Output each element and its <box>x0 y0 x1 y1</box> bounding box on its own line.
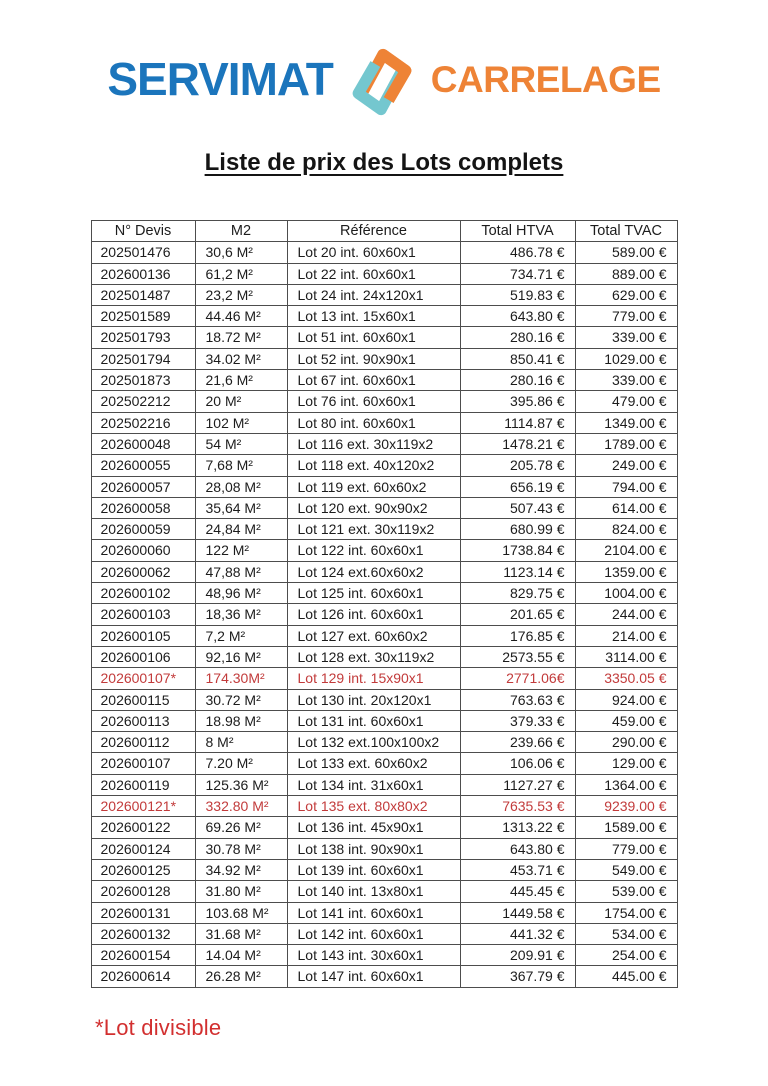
ref-cell: Lot 121 ext. 30x119x2 <box>287 519 460 540</box>
table-row <box>91 902 677 923</box>
ref-cell: Lot 130 int. 20x120x1 <box>287 689 460 710</box>
tvac-cell: 589.00 € <box>575 242 677 263</box>
devis-cell: 202600128 <box>91 881 195 902</box>
devis-cell: 202600048 <box>91 433 195 454</box>
table-row <box>91 604 677 625</box>
htva-cell: 643.80 € <box>460 838 575 859</box>
table-row <box>91 710 677 731</box>
ref-cell: Lot 142 int. 60x60x1 <box>287 923 460 944</box>
tvac-cell: 1029.00 € <box>575 348 677 369</box>
table-row <box>91 433 677 454</box>
table-row <box>91 284 677 305</box>
m2-cell: 34.92 M² <box>195 859 287 880</box>
tvac-cell: 824.00 € <box>575 519 677 540</box>
htva-cell: 379.33 € <box>460 710 575 731</box>
ref-cell: Lot 127 ext. 60x60x2 <box>287 625 460 646</box>
tvac-cell: 459.00 € <box>575 710 677 731</box>
devis-cell: 202600106 <box>91 646 195 667</box>
m2-cell: 35,64 M² <box>195 497 287 518</box>
m2-cell: 30.78 M² <box>195 838 287 859</box>
devis-cell: 202600614 <box>91 966 195 987</box>
tvac-cell: 3350.05 € <box>575 668 677 689</box>
tvac-cell: 339.00 € <box>575 370 677 391</box>
tvac-cell: 1789.00 € <box>575 433 677 454</box>
tvac-cell: 2104.00 € <box>575 540 677 561</box>
htva-cell: 850.41 € <box>460 348 575 369</box>
m2-cell: 30,6 M² <box>195 242 287 263</box>
devis-cell: 202502216 <box>91 412 195 433</box>
devis-cell: 202501487 <box>91 284 195 305</box>
htva-cell: 441.32 € <box>460 923 575 944</box>
table-row <box>91 796 677 817</box>
table-row <box>91 242 677 263</box>
column-header-0: N° Devis <box>91 221 195 242</box>
htva-cell: 201.65 € <box>460 604 575 625</box>
ref-cell: Lot 22 int. 60x60x1 <box>287 263 460 284</box>
htva-cell: 280.16 € <box>460 327 575 348</box>
m2-cell: 18.98 M² <box>195 710 287 731</box>
table-row <box>91 881 677 902</box>
htva-cell: 1449.58 € <box>460 902 575 923</box>
devis-cell: 202600102 <box>91 583 195 604</box>
table-row <box>91 391 677 412</box>
htva-cell: 643.80 € <box>460 306 575 327</box>
ref-cell: Lot 143 int. 30x60x1 <box>287 945 460 966</box>
tvac-cell: 3114.00 € <box>575 646 677 667</box>
table-row <box>91 455 677 476</box>
m2-cell: 20 M² <box>195 391 287 412</box>
htva-cell: 205.78 € <box>460 455 575 476</box>
htva-cell: 367.79 € <box>460 966 575 987</box>
m2-cell: 69.26 M² <box>195 817 287 838</box>
tvac-cell: 1004.00 € <box>575 583 677 604</box>
footnote-lot-divisible: *Lot divisible <box>95 1014 222 1040</box>
devis-cell: 202600121* <box>91 796 195 817</box>
m2-cell: 44.46 M² <box>195 306 287 327</box>
page-title: Liste de prix des Lots complets <box>204 149 564 176</box>
tvac-cell: 290.00 € <box>575 732 677 753</box>
m2-cell: 18,36 M² <box>195 604 287 625</box>
htva-cell: 176.85 € <box>460 625 575 646</box>
ref-cell: Lot 141 int. 60x60x1 <box>287 902 460 923</box>
tvac-cell: 339.00 € <box>575 327 677 348</box>
htva-cell: 1313.22 € <box>460 817 575 838</box>
tvac-cell: 479.00 € <box>575 391 677 412</box>
ref-cell: Lot 52 int. 90x90x1 <box>287 348 460 369</box>
table-row <box>91 561 677 582</box>
htva-cell: 507.43 € <box>460 497 575 518</box>
m2-cell: 7,2 M² <box>195 625 287 646</box>
htva-cell: 1123.14 € <box>460 561 575 582</box>
tvac-cell: 1754.00 € <box>575 902 677 923</box>
htva-cell: 680.99 € <box>460 519 575 540</box>
htva-cell: 1114.87 € <box>460 412 575 433</box>
devis-cell: 202600112 <box>91 732 195 753</box>
table-body <box>91 242 677 987</box>
ref-cell: Lot 147 int. 60x60x1 <box>287 966 460 987</box>
tvac-cell: 539.00 € <box>575 881 677 902</box>
ref-cell: Lot 131 int. 60x60x1 <box>287 710 460 731</box>
htva-cell: 829.75 € <box>460 583 575 604</box>
htva-cell: 734.71 € <box>460 263 575 284</box>
devis-cell: 202600131 <box>91 902 195 923</box>
htva-cell: 656.19 € <box>460 476 575 497</box>
tvac-cell: 794.00 € <box>575 476 677 497</box>
table-row <box>91 370 677 391</box>
column-header-3: Total HTVA <box>460 221 575 242</box>
ref-cell: Lot 24 int. 24x120x1 <box>287 284 460 305</box>
devis-cell: 202501476 <box>91 242 195 263</box>
devis-cell: 202600132 <box>91 923 195 944</box>
ref-cell: Lot 124 ext.60x60x2 <box>287 561 460 582</box>
m2-cell: 18.72 M² <box>195 327 287 348</box>
devis-cell: 202600124 <box>91 838 195 859</box>
table-row <box>91 923 677 944</box>
table-row <box>91 583 677 604</box>
devis-cell: 202600125 <box>91 859 195 880</box>
ref-cell: Lot 133 ext. 60x60x2 <box>287 753 460 774</box>
devis-cell: 202600119 <box>91 774 195 795</box>
tvac-cell: 214.00 € <box>575 625 677 646</box>
table-row <box>91 306 677 327</box>
ref-cell: Lot 129 int. 15x90x1 <box>287 668 460 689</box>
htva-cell: 1478.21 € <box>460 433 575 454</box>
ref-cell: Lot 134 int. 31x60x1 <box>287 774 460 795</box>
htva-cell: 239.66 € <box>460 732 575 753</box>
m2-cell: 23,2 M² <box>195 284 287 305</box>
tvac-cell: 445.00 € <box>575 966 677 987</box>
devis-cell: 202600059 <box>91 519 195 540</box>
brand-name-servimat: SERVIMAT <box>107 53 333 105</box>
ref-cell: Lot 140 int. 13x80x1 <box>287 881 460 902</box>
htva-cell: 7635.53 € <box>460 796 575 817</box>
devis-cell: 202600122 <box>91 817 195 838</box>
table-row <box>91 732 677 753</box>
tvac-cell: 249.00 € <box>575 455 677 476</box>
devis-cell: 202600103 <box>91 604 195 625</box>
tvac-cell: 779.00 € <box>575 306 677 327</box>
table-header-row <box>91 221 677 242</box>
htva-cell: 2771.06€ <box>460 668 575 689</box>
column-header-2: Référence <box>287 221 460 242</box>
table-row <box>91 817 677 838</box>
table-row <box>91 945 677 966</box>
column-header-4: Total TVAC <box>575 221 677 242</box>
htva-cell: 2573.55 € <box>460 646 575 667</box>
price-table <box>91 220 678 988</box>
m2-cell: 122 M² <box>195 540 287 561</box>
m2-cell: 54 M² <box>195 433 287 454</box>
tvac-cell: 614.00 € <box>575 497 677 518</box>
ref-cell: Lot 128 ext. 30x119x2 <box>287 646 460 667</box>
ref-cell: Lot 122 int. 60x60x1 <box>287 540 460 561</box>
table-row <box>91 774 677 795</box>
ref-cell: Lot 80 int. 60x60x1 <box>287 412 460 433</box>
table-row <box>91 476 677 497</box>
m2-cell: 24,84 M² <box>195 519 287 540</box>
table-row <box>91 263 677 284</box>
devis-cell: 202502212 <box>91 391 195 412</box>
tvac-cell: 534.00 € <box>575 923 677 944</box>
column-header-1: M2 <box>195 221 287 242</box>
m2-cell: 103.68 M² <box>195 902 287 923</box>
table-row <box>91 753 677 774</box>
devis-cell: 202600113 <box>91 710 195 731</box>
tvac-cell: 549.00 € <box>575 859 677 880</box>
table-row <box>91 966 677 987</box>
ref-cell: Lot 20 int. 60x60x1 <box>287 242 460 263</box>
table-row <box>91 348 677 369</box>
htva-cell: 1127.27 € <box>460 774 575 795</box>
m2-cell: 47,88 M² <box>195 561 287 582</box>
m2-cell: 34.02 M² <box>195 348 287 369</box>
tvac-cell: 629.00 € <box>575 284 677 305</box>
htva-cell: 1738.84 € <box>460 540 575 561</box>
devis-cell: 202501589 <box>91 306 195 327</box>
tvac-cell: 1359.00 € <box>575 561 677 582</box>
ref-cell: Lot 67 int. 60x60x1 <box>287 370 460 391</box>
ref-cell: Lot 136 int. 45x90x1 <box>287 817 460 838</box>
htva-cell: 106.06 € <box>460 753 575 774</box>
htva-cell: 453.71 € <box>460 859 575 880</box>
m2-cell: 174.30M² <box>195 668 287 689</box>
m2-cell: 14.04 M² <box>195 945 287 966</box>
interlocked-s-logo-icon <box>346 42 418 122</box>
ref-cell: Lot 13 int. 15x60x1 <box>287 306 460 327</box>
devis-cell: 202600062 <box>91 561 195 582</box>
devis-cell: 202600115 <box>91 689 195 710</box>
ref-cell: Lot 135 ext. 80x80x2 <box>287 796 460 817</box>
htva-cell: 280.16 € <box>460 370 575 391</box>
devis-cell: 202501873 <box>91 370 195 391</box>
ref-cell: Lot 76 int. 60x60x1 <box>287 391 460 412</box>
ref-cell: Lot 119 ext. 60x60x2 <box>287 476 460 497</box>
htva-cell: 519.83 € <box>460 284 575 305</box>
htva-cell: 445.45 € <box>460 881 575 902</box>
ref-cell: Lot 125 int. 60x60x1 <box>287 583 460 604</box>
tvac-cell: 889.00 € <box>575 263 677 284</box>
m2-cell: 26.28 M² <box>195 966 287 987</box>
m2-cell: 30.72 M² <box>195 689 287 710</box>
tvac-cell: 254.00 € <box>575 945 677 966</box>
devis-cell: 202600057 <box>91 476 195 497</box>
table-row <box>91 859 677 880</box>
htva-cell: 395.86 € <box>460 391 575 412</box>
m2-cell: 28,08 M² <box>195 476 287 497</box>
tvac-cell: 244.00 € <box>575 604 677 625</box>
brand-header <box>0 0 768 122</box>
tvac-cell: 779.00 € <box>575 838 677 859</box>
ref-cell: Lot 118 ext. 40x120x2 <box>287 455 460 476</box>
ref-cell: Lot 138 int. 90x90x1 <box>287 838 460 859</box>
htva-cell: 763.63 € <box>460 689 575 710</box>
table-row <box>91 327 677 348</box>
table-row <box>91 497 677 518</box>
devis-cell: 202501793 <box>91 327 195 348</box>
devis-cell: 202600107 <box>91 753 195 774</box>
tvac-cell: 129.00 € <box>575 753 677 774</box>
htva-cell: 209.91 € <box>460 945 575 966</box>
table-row <box>91 689 677 710</box>
tvac-cell: 1349.00 € <box>575 412 677 433</box>
m2-cell: 332.80 M² <box>195 796 287 817</box>
m2-cell: 21,6 M² <box>195 370 287 391</box>
m2-cell: 92,16 M² <box>195 646 287 667</box>
table-row <box>91 668 677 689</box>
table-row <box>91 838 677 859</box>
devis-cell: 202600154 <box>91 945 195 966</box>
ref-cell: Lot 139 int. 60x60x1 <box>287 859 460 880</box>
table-row <box>91 646 677 667</box>
devis-cell: 202600058 <box>91 497 195 518</box>
ref-cell: Lot 126 int. 60x60x1 <box>287 604 460 625</box>
m2-cell: 7.20 M² <box>195 753 287 774</box>
devis-cell: 202600105 <box>91 625 195 646</box>
m2-cell: 8 M² <box>195 732 287 753</box>
m2-cell: 61,2 M² <box>195 263 287 284</box>
table-row <box>91 540 677 561</box>
m2-cell: 31.80 M² <box>195 881 287 902</box>
m2-cell: 48,96 M² <box>195 583 287 604</box>
m2-cell: 7,68 M² <box>195 455 287 476</box>
tvac-cell: 1589.00 € <box>575 817 677 838</box>
devis-cell: 202501794 <box>91 348 195 369</box>
table-row <box>91 412 677 433</box>
ref-cell: Lot 116 ext. 30x119x2 <box>287 433 460 454</box>
devis-cell: 202600136 <box>91 263 195 284</box>
tvac-cell: 1364.00 € <box>575 774 677 795</box>
brand-name-carrelage: CARRELAGE <box>430 58 661 100</box>
ref-cell: Lot 51 int. 60x60x1 <box>287 327 460 348</box>
m2-cell: 31.68 M² <box>195 923 287 944</box>
ref-cell: Lot 120 ext. 90x90x2 <box>287 497 460 518</box>
devis-cell: 202600055 <box>91 455 195 476</box>
ref-cell: Lot 132 ext.100x100x2 <box>287 732 460 753</box>
m2-cell: 102 M² <box>195 412 287 433</box>
devis-cell: 202600107* <box>91 668 195 689</box>
tvac-cell: 924.00 € <box>575 689 677 710</box>
m2-cell: 125.36 M² <box>195 774 287 795</box>
table-row <box>91 625 677 646</box>
htva-cell: 486.78 € <box>460 242 575 263</box>
tvac-cell: 9239.00 € <box>575 796 677 817</box>
table-row <box>91 519 677 540</box>
devis-cell: 202600060 <box>91 540 195 561</box>
